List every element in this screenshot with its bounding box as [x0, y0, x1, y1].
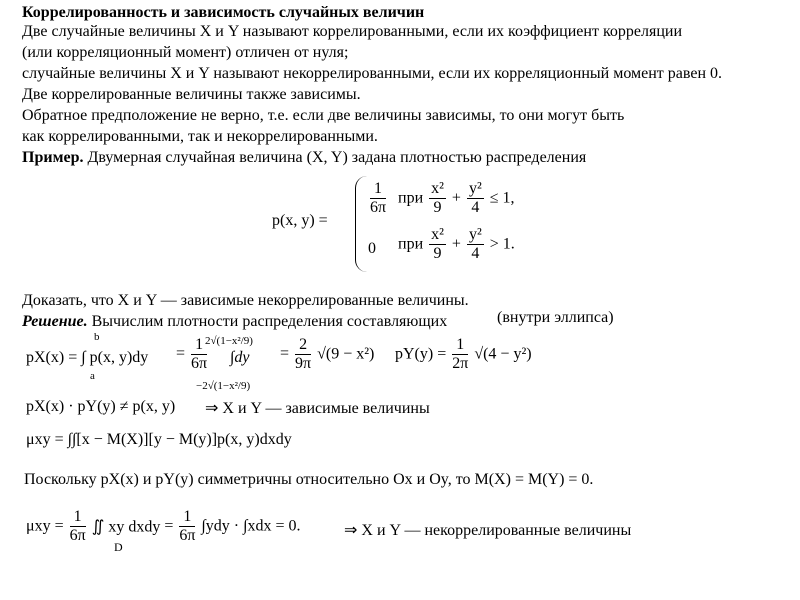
prove-line: Доказать, что X и Y — зависимые некоррелированные величины. [22, 292, 469, 309]
dependent-conclusion: ⇒ X и Y — зависимые величины [205, 400, 430, 417]
px-result: = $\frac{2}{9\pi}$ √(9 − x²) [280, 336, 375, 372]
density-lhs: p(x, y) = [272, 212, 328, 229]
px-int-top: 2√(1−x²/9) [205, 335, 253, 347]
px-limit-bottom: a [90, 370, 95, 382]
product-inequality: pX(x) · pY(y) ≠ p(x, y) [26, 398, 176, 415]
case2-condition: при $\frac{\text{x²}}{9}$ + $\frac{\text{y²}}{4}$ > 1. [398, 226, 515, 262]
px-int-bottom: −2√(1−x²/9) [196, 380, 251, 392]
px-int-body: ∫dy [230, 349, 250, 366]
example-label: Пример. [22, 149, 84, 166]
uncorrelated-conclusion: ⇒ X и Y — некоррелированные величины [344, 522, 632, 539]
py-result: pY(y) = $\frac{1}{2\pi}$ √(4 − y²) [395, 336, 532, 372]
symmetry-line: Поскольку pX(x) и pY(y) симметричны относительно Ox и Oy, то M(X) = M(Y) = 0. [24, 471, 594, 488]
case1-condition: при $\frac{\text{x²}}{9}$ + $\frac{\text{y²}}{4}$ ≤ 1, [398, 180, 515, 216]
text-line-6: как коррелированными, так и некоррелированными. [22, 128, 378, 145]
text-line-2: (или корреляционный момент) отличен от нуля; [22, 44, 349, 61]
solution-line [22, 312, 447, 332]
example-text: Двумерная случайная величина (X, Y) задана плотностью распределения [87, 149, 587, 166]
px-definition: pX(x) = ∫ p(x, y)dy [26, 349, 149, 366]
case1-value: $\frac{1}{6\pi}$ [370, 180, 387, 216]
px-fraction: = $\frac{1}{6\pi}$ [176, 336, 208, 372]
text-line-1: Две случайные величины X и Y называют коррелированными, если их коэффициент корреляции [22, 23, 683, 40]
example-line [22, 148, 586, 168]
mu-calculation: μxy = $\frac{1}{6\pi}$ ∬ xy dxdy = $\frac{1}{6\pi}$ ∫ydy · ∫xdx = 0. [26, 508, 301, 544]
solution-text: Вычислим плотности распределения составляющих [91, 313, 448, 330]
page-title: Коррелированность и зависимость случайных величин [22, 4, 425, 21]
mu-definition: μxy = ∫∫[x − M(X)][y − M(y)]p(x, y)dxdy [26, 431, 292, 448]
px-limit-top: b [94, 331, 100, 343]
solution-label: Решение. [22, 313, 88, 330]
text-line-3: случайные величины X и Y называют некоррелированными, если их корреляционный момент равен 0. [22, 65, 723, 82]
inside-ellipse-note: (внутри эллипса) [497, 309, 614, 326]
mu-region: D [114, 540, 123, 554]
case2-value: 0 [368, 240, 376, 257]
text-line-4: Две коррелированные величины также зависимы. [22, 86, 361, 103]
text-line-5: Обратное предположение не верно, т.е. если две величины зависимы, то они могут быть [22, 107, 625, 124]
